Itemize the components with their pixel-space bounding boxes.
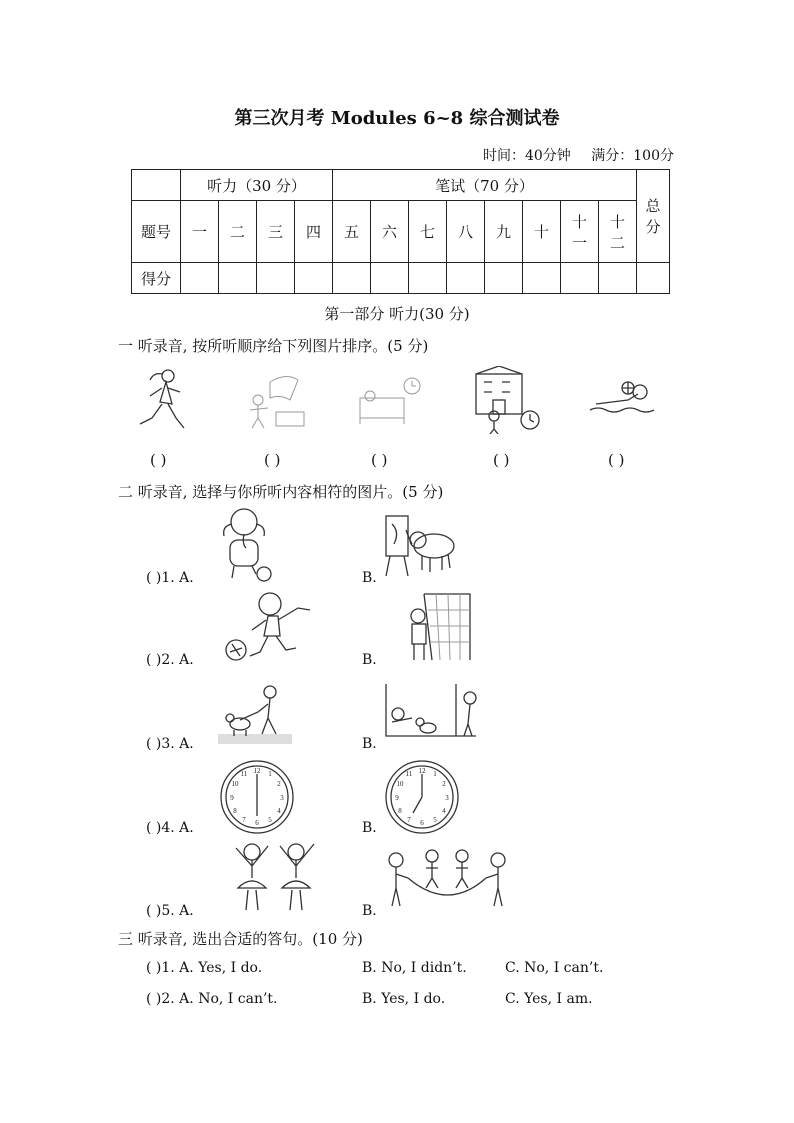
- q2-item-1-b: B.: [362, 570, 377, 586]
- q2-item-2-label: ( )2. A.: [146, 652, 194, 668]
- q3-item-2-option-b[interactable]: B. Yes, I do.: [362, 991, 446, 1007]
- score-cell[interactable]: [447, 263, 485, 294]
- q3-item-1-option-c[interactable]: C. No, I can’t.: [505, 960, 604, 976]
- clock-seven-picture[interactable]: [383, 758, 461, 836]
- elephant-football-picture[interactable]: [216, 504, 276, 584]
- time-limit: 时间：40分钟: [482, 148, 571, 164]
- col-11: [561, 201, 599, 263]
- goalkeeper-picture[interactable]: [404, 590, 474, 664]
- q2-item-5-b: B.: [362, 903, 377, 919]
- score-cell[interactable]: [637, 263, 670, 294]
- svg-text:3: 3: [280, 794, 284, 802]
- svg-text:10: 10: [231, 780, 239, 788]
- row-score-label: 得分: [132, 263, 181, 294]
- listening-header: 听力（30 分）: [181, 170, 333, 201]
- score-cell[interactable]: [485, 263, 523, 294]
- col-12-top: 十: [609, 212, 625, 231]
- col-2: 二: [219, 201, 257, 263]
- girls-dancing-picture[interactable]: [228, 838, 324, 916]
- svg-text:4: 4: [277, 807, 281, 815]
- svg-text:11: 11: [405, 770, 413, 778]
- jumping-rope-picture[interactable]: [384, 848, 514, 910]
- svg-text:6: 6: [420, 819, 424, 827]
- col-7: 七: [409, 201, 447, 263]
- walking-dog-picture[interactable]: [218, 684, 292, 748]
- cooking-boy-picture: [240, 372, 306, 430]
- score-cell[interactable]: [599, 263, 637, 294]
- svg-text:12: 12: [418, 767, 426, 775]
- score-cell[interactable]: [181, 263, 219, 294]
- q2-item-3-b: B.: [362, 736, 377, 752]
- col-12: [599, 201, 637, 263]
- part-one-heading: 第一部分 听力(30 分): [324, 305, 470, 323]
- score-cell[interactable]: [295, 263, 333, 294]
- answer-blank-3[interactable]: ( ): [371, 451, 388, 469]
- section-1-title: 一 听录音, 按所听顺序给下列图片排序。(5 分): [118, 337, 429, 355]
- score-cell[interactable]: [409, 263, 447, 294]
- score-cell[interactable]: [219, 263, 257, 294]
- svg-text:9: 9: [230, 794, 234, 802]
- q2-item-1-label: ( )1. A.: [146, 570, 194, 586]
- score-cell[interactable]: [523, 263, 561, 294]
- svg-text:8: 8: [398, 807, 402, 815]
- answer-blank-1[interactable]: ( ): [150, 451, 167, 469]
- svg-text:12: 12: [253, 767, 261, 775]
- boy-at-school-picture: [472, 366, 542, 434]
- row-number-label: 题号: [132, 201, 181, 263]
- col-11-top: 十: [571, 212, 587, 231]
- q3-item-1-option-a[interactable]: ( )1. A. Yes, I do.: [146, 960, 263, 976]
- total-top: 总: [645, 197, 661, 215]
- svg-text:7: 7: [242, 816, 246, 824]
- svg-text:1: 1: [268, 770, 272, 778]
- running-girl-picture: [132, 366, 192, 434]
- col-4: 四: [295, 201, 333, 263]
- col-12-bottom: 二: [609, 233, 625, 252]
- col-9: 九: [485, 201, 523, 263]
- svg-text:5: 5: [268, 816, 272, 824]
- q3-item-2-option-a[interactable]: ( )2. A. No, I can’t.: [146, 991, 278, 1007]
- boy-kicking-ball-picture[interactable]: [222, 590, 314, 664]
- section-2-title: 二 听录音, 选择与你所听内容相符的图片。(5 分): [118, 483, 444, 501]
- q2-item-5-label: ( )5. A.: [146, 903, 194, 919]
- score-table: [131, 169, 670, 294]
- exam-meta: [467, 145, 674, 165]
- table-corner: [132, 170, 181, 201]
- svg-text:10: 10: [396, 780, 404, 788]
- svg-text:5: 5: [433, 816, 437, 824]
- score-cell[interactable]: [257, 263, 295, 294]
- svg-text:11: 11: [240, 770, 248, 778]
- col-10: 十: [523, 201, 561, 263]
- svg-text:4: 4: [442, 807, 446, 815]
- elephant-painting-picture[interactable]: [382, 510, 462, 578]
- col-3: 三: [257, 201, 295, 263]
- score-cell[interactable]: [561, 263, 599, 294]
- q3-item-1-option-b[interactable]: B. No, I didn’t.: [362, 960, 467, 976]
- answer-blank-2[interactable]: ( ): [264, 451, 281, 469]
- page-title: 第三次月考 Modules 6~8 综合测试卷: [234, 108, 560, 129]
- col-8: 八: [447, 201, 485, 263]
- dog-in-room-picture[interactable]: [384, 684, 478, 740]
- col-6: 六: [371, 201, 409, 263]
- svg-text:7: 7: [407, 816, 411, 824]
- section-3-title: 三 听录音, 选出合适的答句。(10 分): [118, 930, 363, 948]
- q2-item-3-label: ( )3. A.: [146, 736, 194, 752]
- full-score: 满分：100分: [591, 148, 674, 164]
- svg-text:1: 1: [433, 770, 437, 778]
- svg-text:3: 3: [445, 794, 449, 802]
- svg-text:9: 9: [395, 794, 399, 802]
- sleeping-in-bed-picture: [356, 376, 426, 426]
- col-5: 五: [333, 201, 371, 263]
- q2-item-2-b: B.: [362, 652, 377, 668]
- answer-blank-4[interactable]: ( ): [493, 451, 510, 469]
- col-11-bottom: 一: [571, 233, 587, 252]
- answer-blank-5[interactable]: ( ): [608, 451, 625, 469]
- svg-text:8: 8: [233, 807, 237, 815]
- svg-text:2: 2: [442, 780, 446, 788]
- score-cell[interactable]: [371, 263, 409, 294]
- q3-item-2-option-c[interactable]: C. Yes, I am.: [505, 991, 593, 1007]
- total-header: [637, 170, 670, 263]
- clock-six-picture[interactable]: [218, 758, 296, 836]
- total-bottom: 分: [645, 218, 661, 236]
- q2-item-4-b: B.: [362, 820, 377, 836]
- svg-text:6: 6: [255, 819, 259, 827]
- col-1: 一: [181, 201, 219, 263]
- writing-header: 笔试（70 分）: [333, 170, 637, 201]
- swimming-picture: [588, 380, 658, 420]
- q2-item-4-label: ( )4. A.: [146, 820, 194, 836]
- svg-text:2: 2: [277, 780, 281, 788]
- score-cell[interactable]: [333, 263, 371, 294]
